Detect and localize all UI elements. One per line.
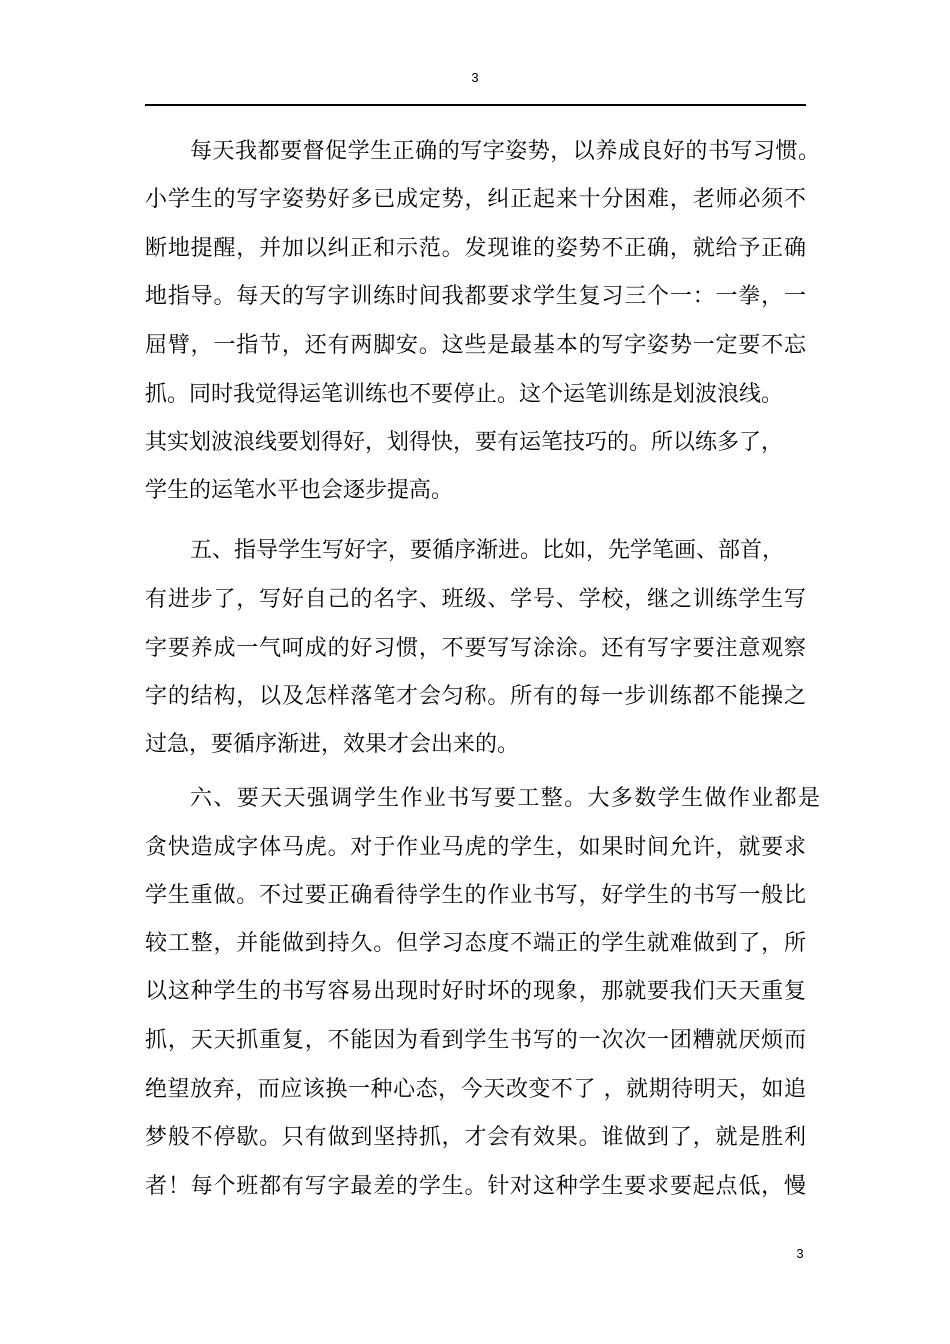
- paragraph-line: 较工整，并能做到持久。但学习态度不端正的学生就难做到了，所: [145, 931, 806, 956]
- paragraph-line: 有进步了，写好自己的名字、班级、学号、学校，继之训练学生写: [145, 587, 806, 612]
- paragraph-line: 小学生的写字姿势好多已成定势，纠正起来十分困难，老师必须不: [145, 187, 806, 212]
- header-rule: [145, 104, 806, 106]
- paragraph-line: 字要养成一气呵成的好习惯，不要写写涂涂。还有写字要注意观察: [145, 636, 806, 661]
- paragraph-line: 屈臂，一指节，还有两脚安。这些是最基本的写字姿势一定要不忘: [145, 333, 806, 358]
- paragraph-line: 其实划波浪线要划得好，划得快，要有运笔技巧的。所以练多了，: [145, 430, 784, 455]
- paragraph-line: 者！每个班都有写字最差的学生。针对这种学生要求要起点低，慢: [145, 1174, 806, 1199]
- paragraph-line: 绝望放弃，而应该换一种心态，今天改变不了 ，就期待明天，如追: [145, 1077, 806, 1102]
- paragraph-line: 抓。同时我觉得运笔训练也不要停止。这个运笔训练是划波浪线。: [145, 382, 784, 407]
- paragraph-line: 学生重做。不过要正确看待学生的作业书写，好学生的书写一般比: [145, 883, 806, 908]
- paragraph-line: 以这种学生的书写容易出现时好时坏的现象，那就要我们天天重复: [145, 979, 806, 1004]
- footer-page-number: 3: [796, 1246, 804, 1261]
- paragraph-line: 抓，天天抓重复，不能因为看到学生书写的一次次一团糟就厌烦而: [145, 1028, 806, 1053]
- paragraph-line: 断地提醒，并加以纠正和示范。发现谁的姿势不正确，就给予正确: [145, 236, 806, 261]
- paragraph-line: 地指导。每天的写字训练时间我都要求学生复习三个一：一拳，一: [145, 284, 806, 309]
- paragraph-line: 学生的运笔水平也会逐步提高。: [145, 478, 454, 503]
- paragraph-line: 过急，要循序渐进，效果才会出来的。: [145, 732, 520, 757]
- paragraph-line: 字的结构，以及怎样落笔才会匀称。所有的每一步训练都不能操之: [145, 684, 806, 709]
- paragraph-line: 五、指导学生写好字，要循序渐进。比如，先学笔画、部首，: [190, 538, 785, 563]
- paragraph-line: 梦般不停歇。只有做到坚持抓，才会有效果。谁做到了，就是胜利: [145, 1125, 806, 1150]
- paragraph-line: 贪快造成字体马虎。对于作业马虎的学生，如果时间允许，就要求: [145, 835, 806, 860]
- paragraph-line: 六、要天天强调学生作业书写要工整。大多数学生做作业都是: [190, 786, 820, 811]
- paragraph-line: 每天我都要督促学生正确的写字姿势，以养成良好的书写习惯。: [190, 139, 820, 164]
- header-page-number: 3: [471, 70, 479, 85]
